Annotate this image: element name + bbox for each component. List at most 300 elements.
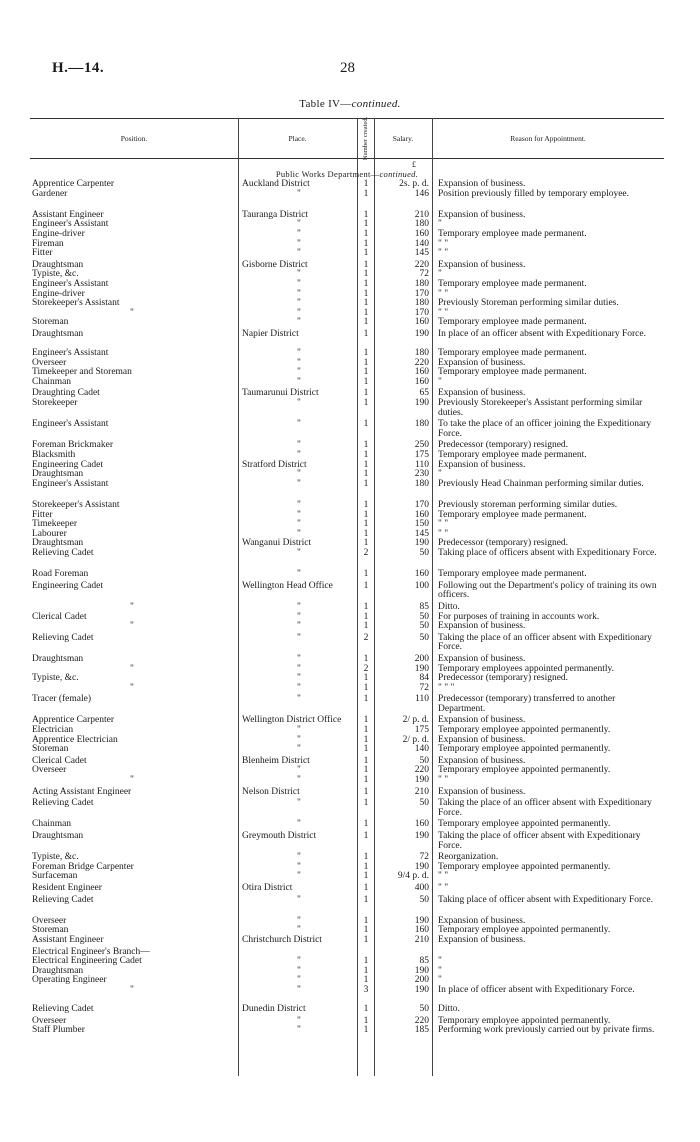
column-header-number-text: Number created. bbox=[362, 116, 370, 160]
position-cell-text: Relieving Cadet bbox=[32, 798, 94, 809]
table-row bbox=[30, 726, 664, 736]
place-cell bbox=[242, 190, 356, 200]
number-cell-text: 1 bbox=[363, 357, 369, 368]
reason-cell-text: Temporary employee appointed permanently. bbox=[438, 725, 611, 736]
position-cell-text: Apprentice Electrician bbox=[32, 734, 118, 745]
place-cell-text: " bbox=[297, 894, 301, 905]
salary-cell-text: 190 bbox=[414, 398, 429, 409]
table-row bbox=[30, 674, 664, 684]
position-cell bbox=[32, 684, 232, 694]
number-cell bbox=[359, 936, 373, 946]
place-cell-text: " bbox=[297, 765, 301, 776]
position-cell-text: Electrical Engineer's Branch— bbox=[32, 946, 150, 957]
table-row bbox=[30, 957, 664, 967]
place-cell-text: " bbox=[297, 248, 301, 259]
reason-cell-text: " " bbox=[438, 775, 449, 786]
reason-cell-text: Predecessor (temporary) resigned. bbox=[438, 440, 569, 451]
salary-cell-text: 190 bbox=[414, 965, 429, 976]
table-row bbox=[30, 832, 664, 853]
number-cell-text: 1 bbox=[363, 601, 369, 612]
salary-cell-text: 2/ p. d. bbox=[402, 734, 429, 745]
place-cell-text: " bbox=[297, 852, 301, 863]
table-row bbox=[30, 745, 664, 757]
reason-cell-text: Predecessor (temporary) resigned. bbox=[438, 538, 569, 549]
number-cell-text: 1 bbox=[363, 611, 369, 622]
reason-cell bbox=[438, 582, 662, 601]
salary-cell-text: 175 bbox=[414, 450, 429, 461]
reason-cell bbox=[438, 957, 662, 967]
place-cell-text: " bbox=[297, 376, 301, 387]
salary-cell-text: 220 bbox=[414, 1015, 429, 1026]
place-cell-text: " bbox=[297, 469, 301, 480]
place-cell bbox=[242, 634, 356, 644]
table-caption bbox=[0, 98, 700, 110]
position-cell-text: Draughtsman bbox=[32, 259, 84, 270]
reason-cell bbox=[438, 832, 662, 851]
position-cell-text: Gardener bbox=[32, 188, 68, 199]
reason-cell-text: Taking the place of an officer absent with Expeditionary Force. bbox=[438, 632, 652, 653]
number-cell-text: 1 bbox=[363, 755, 369, 766]
place-cell-text: " bbox=[297, 478, 301, 489]
reason-cell bbox=[438, 511, 662, 521]
position-cell-text: Timekeeper bbox=[32, 519, 78, 530]
number-cell-text: 1 bbox=[363, 307, 369, 318]
place-cell-text: Christchurch District bbox=[242, 934, 322, 945]
place-cell-text: " bbox=[297, 298, 301, 309]
reason-cell-text: " bbox=[438, 956, 442, 967]
reason-cell-text: " " bbox=[438, 519, 449, 530]
salary-cell-text: 220 bbox=[414, 765, 429, 776]
column-header-reason: Reason for Appointment. bbox=[510, 133, 586, 143]
salary-cell bbox=[375, 884, 429, 894]
number-cell-text: 1 bbox=[363, 519, 369, 530]
salary-cell-text: 190 bbox=[414, 538, 429, 549]
salary-cell-text: 190 bbox=[414, 775, 429, 786]
reason-cell-text: Temporary employee made permanent. bbox=[438, 317, 587, 328]
position-cell-text: Engineer's Assistant bbox=[32, 419, 109, 430]
salary-cell bbox=[375, 634, 429, 644]
reason-cell-text: Temporary employee made permanent. bbox=[438, 228, 587, 239]
place-cell-text: Wellington District Office bbox=[242, 715, 342, 726]
position-cell-text: Engineer's Assistant bbox=[32, 348, 109, 359]
place-cell-text: " bbox=[297, 419, 301, 430]
number-cell bbox=[359, 480, 373, 490]
number-cell bbox=[359, 820, 373, 830]
position-cell-text: Acting Assistant Engineer bbox=[32, 786, 132, 797]
reason-cell-text: Ditto. bbox=[438, 1004, 460, 1015]
position-cell bbox=[32, 832, 232, 842]
reason-cell-text: " " bbox=[438, 528, 449, 539]
place-cell-text: " bbox=[297, 915, 301, 926]
position-cell-text: Engineer's Assistant bbox=[32, 219, 109, 230]
number-cell-text: 1 bbox=[363, 894, 369, 905]
number-cell-text: 1 bbox=[363, 500, 369, 510]
place-cell-text: Blenheim District bbox=[242, 755, 310, 766]
position-cell bbox=[32, 330, 232, 340]
salary-cell-text: 50 bbox=[419, 611, 429, 622]
place-cell-text: " bbox=[297, 188, 301, 199]
number-cell bbox=[359, 249, 373, 259]
salary-cell-text: 72 bbox=[419, 682, 429, 693]
position-cell-text: Electrician bbox=[32, 725, 74, 736]
position-cell-text: Draughtsman bbox=[32, 328, 84, 339]
number-cell-text: 1 bbox=[363, 367, 369, 378]
table-row bbox=[30, 261, 664, 271]
position-cell bbox=[32, 240, 232, 250]
number-cell-text: 1 bbox=[363, 419, 369, 430]
reason-cell-text: Position previously filled by temporary employee. bbox=[438, 188, 630, 199]
place-cell-text: " bbox=[297, 975, 301, 986]
position-cell bbox=[32, 776, 232, 786]
number-cell bbox=[359, 190, 373, 200]
place-cell-text: " bbox=[297, 653, 301, 664]
reason-cell-text: " bbox=[438, 965, 442, 976]
reason-cell-text: " bbox=[438, 975, 442, 986]
table-row bbox=[30, 926, 664, 936]
reason-cell-text: Temporary employee made permanent. bbox=[438, 348, 587, 359]
place-cell bbox=[242, 776, 356, 786]
table-row bbox=[30, 872, 664, 884]
position-cell-text: Clerical Cadet bbox=[32, 611, 87, 622]
place-cell bbox=[242, 399, 356, 409]
place-cell-text: " bbox=[297, 547, 301, 558]
place-cell bbox=[242, 480, 356, 490]
position-cell-text: Fitter bbox=[32, 248, 53, 259]
place-cell-text: " bbox=[297, 269, 301, 280]
number-cell-text: 1 bbox=[363, 852, 369, 863]
reason-cell-text: Temporary employee appointed permanently. bbox=[438, 861, 611, 872]
position-cell bbox=[32, 896, 232, 906]
salary-cell bbox=[375, 399, 429, 409]
reason-cell bbox=[438, 820, 662, 830]
number-cell-text: 2 bbox=[363, 547, 369, 558]
salary-cell-text: 210 bbox=[414, 209, 429, 220]
position-cell bbox=[32, 695, 232, 705]
position-cell-text: Storeman bbox=[32, 925, 69, 936]
reason-cell bbox=[438, 461, 662, 471]
place-cell-text: " bbox=[297, 682, 301, 693]
number-cell bbox=[359, 549, 373, 559]
reason-cell bbox=[438, 884, 662, 894]
position-cell-text: Clerical Cadet bbox=[32, 755, 87, 766]
number-cell bbox=[359, 622, 373, 632]
place-cell bbox=[242, 832, 356, 842]
number-cell-text: 1 bbox=[363, 188, 369, 199]
number-cell-text: 1 bbox=[363, 469, 369, 480]
salary-cell bbox=[375, 570, 429, 580]
position-cell-text: Overseer bbox=[32, 765, 67, 776]
reason-cell-text: Expansion of business. bbox=[438, 459, 526, 470]
reason-cell-text: Expansion of business. bbox=[438, 715, 526, 726]
salary-cell-text: 100 bbox=[414, 580, 429, 591]
place-cell bbox=[242, 986, 356, 996]
place-cell-text: " bbox=[297, 694, 301, 705]
reason-cell bbox=[438, 1005, 662, 1015]
place-cell-text: Greymouth District bbox=[242, 831, 317, 841]
reason-cell-text: Taking place of officer absent with Expeditionary Force. bbox=[438, 894, 653, 905]
position-cell-text: Overseer bbox=[32, 1015, 67, 1026]
place-cell bbox=[242, 872, 356, 882]
place-cell-text: " bbox=[297, 734, 301, 745]
position-cell-text: " bbox=[130, 775, 134, 786]
salary-cell-text: 50 bbox=[419, 547, 429, 558]
reason-cell bbox=[438, 1026, 662, 1036]
reason-cell-text: Expansion of business. bbox=[438, 653, 526, 664]
position-cell-text: Fitter bbox=[32, 509, 53, 520]
salary-cell-text: 140 bbox=[414, 238, 429, 249]
place-cell-text: " bbox=[297, 509, 301, 520]
number-cell bbox=[359, 695, 373, 705]
number-cell-text: 1 bbox=[363, 259, 369, 270]
column-header-number bbox=[359, 118, 373, 158]
number-cell-text: 1 bbox=[363, 278, 369, 289]
number-cell bbox=[359, 745, 373, 755]
number-cell-text: 1 bbox=[363, 798, 369, 809]
position-cell bbox=[32, 549, 232, 559]
salary-cell bbox=[375, 788, 429, 798]
salary-cell-text: 175 bbox=[414, 725, 429, 736]
reason-cell-text: Expansion of business. bbox=[438, 259, 526, 270]
reason-cell-text: Reorganization. bbox=[438, 852, 499, 863]
reason-cell-text: Expansion of business. bbox=[438, 179, 526, 189]
reason-cell bbox=[438, 211, 662, 221]
reason-cell-text: Expansion of business. bbox=[438, 786, 526, 797]
salary-cell-text: 2s. p. d. bbox=[399, 179, 429, 189]
header-bottom-rule bbox=[30, 158, 664, 159]
salary-cell-text: 110 bbox=[415, 459, 429, 470]
salary-cell bbox=[375, 330, 429, 340]
number-cell-text: 1 bbox=[363, 1025, 369, 1036]
place-cell bbox=[242, 318, 356, 328]
place-cell-text: " bbox=[297, 611, 301, 622]
table-row bbox=[30, 299, 664, 309]
page-number: 28 bbox=[340, 60, 355, 76]
place-cell bbox=[242, 936, 356, 946]
table-row bbox=[30, 766, 664, 776]
reason-cell-text: Temporary employee made permanent. bbox=[438, 367, 587, 378]
place-cell-text: Gisborne District bbox=[242, 259, 308, 270]
position-cell-text: Storeman bbox=[32, 317, 69, 328]
table-row bbox=[30, 967, 664, 977]
table-row bbox=[30, 896, 664, 917]
reason-cell bbox=[438, 399, 662, 418]
place-cell-text: " bbox=[297, 288, 301, 299]
position-cell-text: Draughtsman bbox=[32, 831, 84, 841]
place-cell-text: " bbox=[297, 569, 301, 580]
salary-cell-text: 145 bbox=[414, 528, 429, 539]
reason-cell bbox=[438, 695, 662, 714]
salary-cell bbox=[375, 986, 429, 996]
table-row bbox=[30, 1026, 664, 1045]
position-cell bbox=[32, 799, 232, 809]
salary-cell bbox=[375, 378, 429, 388]
position-cell-text: " bbox=[130, 984, 134, 995]
table-row bbox=[30, 511, 664, 521]
place-cell-text: " bbox=[297, 317, 301, 328]
reason-cell bbox=[438, 378, 662, 388]
place-cell-text: " bbox=[297, 632, 301, 643]
position-cell-text: Overseer bbox=[32, 357, 67, 368]
position-cell-text: Draughtsman bbox=[32, 965, 84, 976]
number-cell-text: 1 bbox=[363, 398, 369, 409]
position-cell bbox=[32, 378, 232, 388]
salary-cell-text: 170 bbox=[414, 288, 429, 299]
table-row bbox=[30, 480, 664, 501]
table-row bbox=[30, 986, 664, 1005]
place-cell-text: " bbox=[297, 725, 301, 736]
number-cell-text: 1 bbox=[363, 509, 369, 520]
position-cell-text: " bbox=[130, 601, 134, 612]
salary-cell-text: 160 bbox=[414, 925, 429, 936]
salary-cell-text: 220 bbox=[414, 259, 429, 270]
table-title: Table IV— bbox=[299, 98, 352, 110]
number-cell bbox=[359, 799, 373, 809]
position-cell-text: Engine-driver bbox=[32, 288, 85, 299]
place-cell-text: " bbox=[297, 744, 301, 755]
reason-cell-text: Predecessor (temporary) resigned. bbox=[438, 673, 569, 684]
salary-cell-text: 170 bbox=[414, 307, 429, 318]
currency-symbol: £ bbox=[412, 160, 416, 169]
salary-cell-text: 140 bbox=[414, 744, 429, 755]
number-cell-text: 1 bbox=[363, 934, 369, 945]
number-cell-text: 1 bbox=[363, 975, 369, 986]
position-cell-text: Engine-driver bbox=[32, 228, 85, 239]
place-cell-text: " bbox=[297, 450, 301, 461]
position-cell-text: Engineer's Assistant bbox=[32, 278, 109, 289]
place-cell-text: " bbox=[297, 621, 301, 632]
position-cell bbox=[32, 1005, 232, 1015]
number-cell-text: 1 bbox=[363, 298, 369, 309]
place-cell-text: Auckland District bbox=[242, 179, 310, 189]
place-cell-text: " bbox=[297, 663, 301, 674]
reason-cell bbox=[438, 299, 662, 309]
salary-cell bbox=[375, 420, 429, 430]
reason-cell-text: To take the place of an officer joining the Expeditionary Force. bbox=[438, 419, 652, 439]
number-cell-text: 1 bbox=[363, 882, 369, 893]
table-body bbox=[30, 180, 664, 1045]
reason-cell bbox=[438, 420, 662, 439]
place-cell bbox=[242, 820, 356, 830]
place-cell-text: " bbox=[297, 956, 301, 967]
number-cell-text: 1 bbox=[363, 580, 369, 591]
reason-cell bbox=[438, 776, 662, 786]
salary-cell-text: 400 bbox=[414, 882, 429, 893]
position-cell-text: Foreman Bridge Carpenter bbox=[32, 861, 134, 872]
position-cell-text: Blacksmith bbox=[32, 450, 76, 461]
place-cell bbox=[242, 884, 356, 894]
number-cell-text: 1 bbox=[363, 621, 369, 632]
place-cell bbox=[242, 684, 356, 694]
position-cell bbox=[32, 820, 232, 830]
reason-cell-text: Previously storeman performing similar duties. bbox=[438, 500, 618, 510]
number-cell bbox=[359, 776, 373, 786]
salary-cell-text: 160 bbox=[414, 819, 429, 830]
table-row bbox=[30, 330, 664, 349]
number-cell bbox=[359, 832, 373, 842]
number-cell-text: 1 bbox=[363, 673, 369, 684]
salary-cell bbox=[375, 190, 429, 200]
salary-cell bbox=[375, 799, 429, 809]
place-cell-text: Nelson District bbox=[242, 786, 300, 797]
position-cell bbox=[32, 872, 232, 882]
position-cell-text: Draughtsman bbox=[32, 653, 84, 664]
column-header-salary: Salary. bbox=[392, 133, 414, 143]
salary-cell bbox=[375, 549, 429, 559]
place-cell-text: " bbox=[297, 1015, 301, 1026]
salary-cell-text: 190 bbox=[414, 915, 429, 926]
number-cell bbox=[359, 378, 373, 388]
table-row bbox=[30, 240, 664, 250]
reason-cell-text: Expansion of business. bbox=[438, 734, 526, 745]
number-cell-text: 1 bbox=[363, 317, 369, 328]
number-cell-text: 1 bbox=[363, 440, 369, 451]
number-cell-text: 1 bbox=[363, 478, 369, 489]
table-row bbox=[30, 530, 664, 540]
reason-cell bbox=[438, 520, 662, 530]
place-cell bbox=[242, 1026, 356, 1036]
reason-cell bbox=[438, 190, 662, 200]
place-cell bbox=[242, 622, 356, 632]
number-cell bbox=[359, 1026, 373, 1036]
salary-cell-text: 50 bbox=[419, 894, 429, 905]
position-cell-text: Engineer's Assistant bbox=[32, 478, 109, 489]
table-row bbox=[30, 613, 664, 623]
reason-cell bbox=[438, 261, 662, 271]
salary-cell-text: 110 bbox=[415, 694, 429, 705]
position-cell-text: Draughtsman bbox=[32, 538, 84, 549]
number-cell-text: 1 bbox=[363, 925, 369, 936]
position-cell bbox=[32, 788, 232, 798]
document-id: H.—14. bbox=[52, 60, 105, 76]
reason-cell-text: Predecessor (temporary) transferred to another Department. bbox=[438, 694, 616, 714]
reason-cell bbox=[438, 986, 662, 996]
salary-cell-text: 220 bbox=[414, 357, 429, 368]
salary-cell-text: 230 bbox=[414, 469, 429, 480]
position-cell-text: Staff Plumber bbox=[32, 1025, 85, 1036]
position-cell-text: " bbox=[130, 682, 134, 693]
salary-cell-text: 180 bbox=[414, 478, 429, 489]
place-cell-text: " bbox=[297, 775, 301, 786]
place-cell-text: Wellington Head Office bbox=[242, 580, 333, 591]
position-cell-text: Draughtsman bbox=[32, 469, 84, 480]
position-cell bbox=[32, 249, 232, 259]
reason-cell-text: Temporary employee made permanent. bbox=[438, 509, 587, 520]
salary-cell bbox=[375, 1005, 429, 1015]
position-cell bbox=[32, 1026, 232, 1036]
table-row bbox=[30, 634, 664, 655]
number-cell-text: 1 bbox=[363, 228, 369, 239]
number-cell-text: 1 bbox=[363, 831, 369, 841]
number-cell-text: 1 bbox=[363, 786, 369, 797]
table-row bbox=[30, 249, 664, 261]
position-cell-text: Chainman bbox=[32, 819, 72, 830]
place-cell-text: " bbox=[297, 673, 301, 684]
place-cell bbox=[242, 745, 356, 755]
number-cell bbox=[359, 884, 373, 894]
position-cell bbox=[32, 936, 232, 946]
place-cell-text: " bbox=[297, 871, 301, 882]
number-cell bbox=[359, 1005, 373, 1015]
reason-cell-text: In place of an officer absent with Expeditionary Force. bbox=[438, 328, 646, 339]
place-cell-text: Napier District bbox=[242, 328, 299, 339]
position-cell-text: Relieving Cadet bbox=[32, 1004, 94, 1015]
position-cell bbox=[32, 634, 232, 644]
number-cell-text: 1 bbox=[363, 725, 369, 736]
number-cell bbox=[359, 318, 373, 328]
department-heading bbox=[30, 169, 664, 179]
position-cell bbox=[32, 884, 232, 894]
position-cell bbox=[32, 986, 232, 996]
